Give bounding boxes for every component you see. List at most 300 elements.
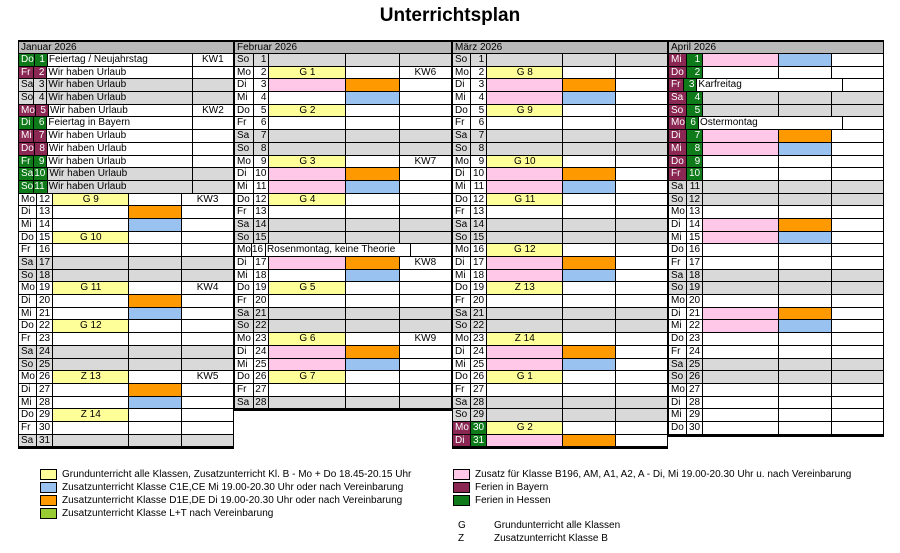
week-number-cell bbox=[831, 384, 884, 396]
weekday-cell: Mo bbox=[668, 295, 686, 307]
week-number-cell bbox=[399, 54, 452, 66]
weekday-cell: Sa bbox=[18, 346, 36, 358]
extra-slot-cell bbox=[128, 206, 181, 218]
extra-slot-cell bbox=[562, 308, 615, 320]
event-note: Wir haben Urlaub bbox=[47, 143, 192, 155]
slot-cell bbox=[702, 92, 778, 104]
slot-cell bbox=[52, 270, 128, 282]
weekday-cell: Fr bbox=[452, 206, 470, 218]
day-row bbox=[668, 244, 884, 257]
extra-slot-cell bbox=[778, 105, 831, 117]
weekday-cell: Sa bbox=[452, 219, 470, 231]
lesson-cell: G 6 bbox=[268, 333, 345, 345]
extra-slot-cell bbox=[345, 54, 398, 66]
weekday-cell: Mi bbox=[452, 359, 470, 371]
week-number-cell bbox=[181, 397, 234, 409]
extra-slot-cell bbox=[128, 435, 181, 447]
day-row bbox=[18, 397, 234, 410]
date-cell: 26 bbox=[470, 371, 486, 383]
date-cell: 25 bbox=[686, 359, 702, 371]
day-row bbox=[18, 346, 234, 359]
week-number-cell bbox=[410, 244, 452, 256]
event-note: Rosenmontag, keine Theorie bbox=[265, 244, 410, 256]
slot-cell bbox=[52, 422, 128, 434]
slot-cell bbox=[486, 143, 562, 155]
slot-cell bbox=[268, 143, 345, 155]
slot-cell bbox=[268, 219, 345, 231]
date-cell: 10 bbox=[470, 168, 486, 180]
week-number-cell bbox=[831, 308, 884, 320]
week-number-cell bbox=[615, 409, 668, 421]
extra-slot-cell bbox=[128, 384, 181, 396]
day-row bbox=[452, 359, 668, 372]
weekday-cell: Mo bbox=[234, 67, 253, 79]
date-cell: 17 bbox=[253, 257, 269, 269]
day-row bbox=[452, 79, 668, 92]
slot-cell bbox=[702, 409, 778, 421]
weekday-cell: Mi bbox=[234, 92, 253, 104]
weekday-cell: Sa bbox=[668, 181, 686, 193]
week-number-cell bbox=[831, 320, 884, 332]
weekday-cell: Fr bbox=[452, 117, 470, 129]
week-number-cell bbox=[615, 333, 668, 345]
day-row bbox=[452, 435, 668, 448]
slot-cell bbox=[486, 54, 562, 66]
date-cell: 28 bbox=[36, 397, 52, 409]
weekday-cell: Sa bbox=[18, 79, 33, 91]
weekday-cell: Mo bbox=[18, 282, 36, 294]
weekday-cell: Sa bbox=[668, 359, 686, 371]
lesson-cell: G 12 bbox=[486, 244, 562, 256]
weekday-cell: Fr bbox=[234, 384, 253, 396]
date-cell: 28 bbox=[253, 397, 269, 409]
slot-cell bbox=[702, 282, 778, 294]
week-number-cell bbox=[181, 295, 234, 307]
week-number-cell bbox=[831, 156, 884, 168]
weekday-cell: Sa bbox=[452, 397, 470, 409]
weekday-cell: Di bbox=[668, 308, 686, 320]
extra-slot-cell bbox=[562, 435, 615, 447]
date-cell: 22 bbox=[686, 320, 702, 332]
weekday-cell: So bbox=[668, 282, 686, 294]
date-cell: 25 bbox=[253, 359, 269, 371]
week-number-cell bbox=[615, 79, 668, 91]
weekday-cell: Mi bbox=[18, 130, 33, 142]
week-number-cell bbox=[615, 282, 668, 294]
date-cell: 12 bbox=[686, 194, 702, 206]
extra-slot-cell bbox=[128, 333, 181, 345]
date-cell: 5 bbox=[35, 105, 48, 117]
week-number-cell bbox=[615, 257, 668, 269]
slot-cell bbox=[486, 359, 562, 371]
week-number-cell bbox=[831, 168, 884, 180]
extra-slot-cell bbox=[345, 181, 398, 193]
day-row bbox=[234, 194, 452, 207]
weekday-cell: Di bbox=[234, 257, 253, 269]
day-row bbox=[668, 384, 884, 397]
day-row bbox=[452, 67, 668, 80]
weekday-cell: Mo bbox=[18, 371, 36, 383]
day-row bbox=[668, 143, 884, 156]
weekday-cell: Sa bbox=[18, 435, 36, 447]
date-cell: 6 bbox=[253, 117, 269, 129]
date-cell: 5 bbox=[253, 105, 269, 117]
event-note: Karfreitag bbox=[696, 79, 841, 91]
date-cell: 21 bbox=[253, 308, 269, 320]
day-row bbox=[234, 397, 452, 410]
date-cell: 3 bbox=[470, 79, 486, 91]
slot-cell bbox=[702, 219, 778, 231]
slot-cell bbox=[268, 320, 345, 332]
weekday-cell: Mi bbox=[668, 232, 686, 244]
weekday-cell: So bbox=[452, 409, 470, 421]
day-row bbox=[668, 371, 884, 384]
day-row bbox=[234, 359, 452, 372]
date-cell: 30 bbox=[470, 422, 486, 434]
week-number-cell bbox=[615, 308, 668, 320]
slot-cell bbox=[486, 435, 562, 447]
slot-cell bbox=[268, 346, 345, 358]
event-note: Wir haben Urlaub bbox=[46, 156, 191, 168]
week-number-cell bbox=[831, 244, 884, 256]
slot-cell bbox=[486, 92, 562, 104]
week-number-cell bbox=[831, 270, 884, 282]
weekday-cell: Mo bbox=[234, 244, 251, 256]
week-number-cell bbox=[831, 295, 884, 307]
day-row bbox=[668, 181, 884, 194]
date-cell: 26 bbox=[36, 371, 52, 383]
week-number-cell bbox=[615, 130, 668, 142]
date-cell: 15 bbox=[36, 232, 52, 244]
date-cell: 25 bbox=[36, 359, 52, 371]
week-number-cell bbox=[831, 143, 884, 155]
slot-cell bbox=[702, 168, 778, 180]
day-row bbox=[234, 206, 452, 219]
extra-slot-cell bbox=[128, 346, 181, 358]
weekday-cell: Do bbox=[452, 105, 470, 117]
day-row bbox=[452, 54, 668, 67]
slot-cell bbox=[486, 308, 562, 320]
day-row bbox=[452, 333, 668, 346]
lesson-cell: G 4 bbox=[268, 194, 345, 206]
extra-slot-cell bbox=[345, 143, 398, 155]
day-row bbox=[234, 181, 452, 194]
slot-cell bbox=[486, 117, 562, 129]
day-row bbox=[452, 397, 668, 410]
day-row bbox=[18, 270, 234, 283]
date-cell: 24 bbox=[253, 346, 269, 358]
extra-slot-cell bbox=[345, 130, 398, 142]
weekday-cell: Do bbox=[18, 143, 34, 155]
slot-cell bbox=[268, 257, 345, 269]
slot-cell bbox=[52, 295, 128, 307]
date-cell: 12 bbox=[253, 194, 269, 206]
date-cell: 10 bbox=[253, 168, 269, 180]
extra-slot-cell bbox=[562, 257, 615, 269]
day-row bbox=[452, 384, 668, 397]
date-cell: 30 bbox=[36, 422, 52, 434]
weekday-cell: So bbox=[234, 320, 253, 332]
weekday-cell: Fr bbox=[668, 168, 686, 180]
slot-cell bbox=[486, 168, 562, 180]
extra-slot-cell bbox=[345, 168, 398, 180]
day-row bbox=[18, 54, 234, 67]
week-number-cell bbox=[831, 409, 884, 421]
weekday-cell: So bbox=[452, 54, 470, 66]
lesson-cell: G 5 bbox=[268, 282, 345, 294]
weekday-cell: So bbox=[668, 194, 686, 206]
weekday-cell: Di bbox=[234, 346, 253, 358]
weekday-cell: Di bbox=[452, 435, 470, 447]
legend-ferien-hessen: Ferien in Hessen bbox=[475, 495, 551, 506]
week-number-cell bbox=[181, 206, 234, 218]
extra-slot-cell bbox=[128, 194, 181, 206]
weekday-cell: Mo bbox=[668, 206, 686, 218]
slot-cell bbox=[702, 130, 778, 142]
weekday-cell: Mi bbox=[668, 143, 686, 155]
weekday-cell: So bbox=[18, 181, 33, 193]
date-cell: 16 bbox=[251, 244, 264, 256]
date-cell: 21 bbox=[36, 308, 52, 320]
weekday-cell: So bbox=[18, 270, 36, 282]
day-row bbox=[452, 156, 668, 169]
lesson-cell: G 2 bbox=[486, 422, 562, 434]
day-row bbox=[18, 143, 234, 156]
legend-c1e: Zusatzunterricht Klasse C1E,CE Mi 19.00-20.30 Uhr oder nach Vereinbarung bbox=[62, 482, 404, 493]
date-cell: 28 bbox=[686, 397, 702, 409]
day-row bbox=[234, 371, 452, 384]
date-cell: 20 bbox=[253, 295, 269, 307]
event-note: Feiertag / Neujahrstag bbox=[47, 54, 192, 66]
page-title: Unterrichtsplan bbox=[379, 5, 521, 26]
date-cell: 2 bbox=[253, 67, 269, 79]
day-row bbox=[234, 156, 452, 169]
day-row bbox=[452, 219, 668, 232]
extra-slot-cell bbox=[345, 194, 398, 206]
day-row bbox=[668, 308, 884, 321]
day-row bbox=[452, 257, 668, 270]
date-cell: 21 bbox=[470, 308, 486, 320]
weekday-cell: Mo bbox=[234, 333, 253, 345]
week-number-cell bbox=[192, 168, 234, 180]
week-number-cell bbox=[615, 67, 668, 79]
weekday-cell: Fr bbox=[234, 295, 253, 307]
weekday-cell: Mi bbox=[234, 359, 253, 371]
slot-cell bbox=[268, 232, 345, 244]
date-cell: 6 bbox=[685, 117, 698, 129]
day-row bbox=[668, 333, 884, 346]
extra-slot-cell bbox=[562, 244, 615, 256]
extra-slot-cell bbox=[345, 67, 398, 79]
weekday-cell: Sa bbox=[234, 219, 253, 231]
date-cell: 8 bbox=[686, 143, 702, 155]
weekday-cell: Di bbox=[18, 206, 36, 218]
extra-slot-cell bbox=[562, 194, 615, 206]
day-row bbox=[668, 168, 884, 181]
extra-slot-cell bbox=[345, 397, 398, 409]
weekday-cell: Do bbox=[234, 105, 253, 117]
lesson-cell: G 3 bbox=[268, 156, 345, 168]
day-row bbox=[18, 117, 234, 130]
extra-slot-cell bbox=[128, 422, 181, 434]
slot-cell bbox=[268, 130, 345, 142]
slot-cell bbox=[268, 54, 345, 66]
weekday-cell: So bbox=[234, 143, 253, 155]
date-cell: 15 bbox=[686, 232, 702, 244]
date-cell: 11 bbox=[253, 181, 269, 193]
date-cell: 2 bbox=[33, 67, 46, 79]
day-row bbox=[234, 384, 452, 397]
weekday-cell: Di bbox=[234, 79, 253, 91]
weekday-cell: Fr bbox=[18, 156, 33, 168]
date-cell: 16 bbox=[36, 244, 52, 256]
week-number-cell bbox=[831, 333, 884, 345]
lesson-cell: G 8 bbox=[486, 67, 562, 79]
weekday-cell: Fr bbox=[668, 257, 686, 269]
extra-slot-cell bbox=[562, 282, 615, 294]
day-row bbox=[18, 79, 234, 92]
day-row bbox=[452, 117, 668, 130]
legend-swatch-ferien-hessen bbox=[453, 495, 470, 506]
date-cell: 7 bbox=[253, 130, 269, 142]
weekday-cell: Di bbox=[668, 130, 686, 142]
date-cell: 22 bbox=[36, 320, 52, 332]
day-row bbox=[452, 244, 668, 257]
weekday-cell: Sa bbox=[234, 397, 253, 409]
extra-slot-cell bbox=[562, 270, 615, 282]
date-cell: 17 bbox=[36, 257, 52, 269]
weekday-cell: Do bbox=[668, 156, 686, 168]
week-number-cell: KW5 bbox=[181, 371, 234, 383]
week-number-cell bbox=[615, 270, 668, 282]
date-cell: 9 bbox=[253, 156, 269, 168]
day-row bbox=[668, 105, 884, 118]
date-cell: 24 bbox=[470, 346, 486, 358]
extra-slot-cell bbox=[778, 206, 831, 218]
slot-cell bbox=[486, 320, 562, 332]
slot-cell bbox=[268, 295, 345, 307]
week-number-cell bbox=[192, 79, 234, 91]
weekday-cell: Mo bbox=[452, 244, 470, 256]
day-row bbox=[452, 270, 668, 283]
week-number-cell bbox=[192, 130, 234, 142]
day-row bbox=[18, 232, 234, 245]
day-row bbox=[668, 92, 884, 105]
legend-zusatz-b: Zusatz für Klasse B196, AM, A1, A2, A - Di, Mi 19.00-20.30 Uhr u. nach Vereinbarung bbox=[475, 469, 852, 480]
event-note: Feiertag in Bayern bbox=[46, 117, 191, 129]
slot-cell bbox=[486, 130, 562, 142]
date-cell: 28 bbox=[470, 397, 486, 409]
extra-slot-cell bbox=[128, 295, 181, 307]
date-cell: 13 bbox=[686, 206, 702, 218]
weekday-cell: Mi bbox=[668, 320, 686, 332]
date-cell: 22 bbox=[470, 320, 486, 332]
extra-slot-cell bbox=[345, 105, 398, 117]
slot-cell bbox=[268, 168, 345, 180]
date-cell: 12 bbox=[36, 194, 52, 206]
extra-slot-cell bbox=[345, 232, 398, 244]
week-number-cell: KW1 bbox=[192, 54, 234, 66]
month-header: Januar 2026 bbox=[18, 42, 234, 54]
day-row bbox=[668, 156, 884, 169]
slot-cell bbox=[702, 232, 778, 244]
day-row bbox=[234, 257, 452, 270]
week-number-cell bbox=[192, 143, 234, 155]
extra-slot-cell bbox=[778, 295, 831, 307]
extra-slot-cell bbox=[345, 346, 398, 358]
date-cell: 20 bbox=[36, 295, 52, 307]
date-cell: 19 bbox=[36, 282, 52, 294]
weekday-cell: Do bbox=[668, 67, 686, 79]
slot-cell bbox=[52, 308, 128, 320]
extra-slot-cell bbox=[778, 320, 831, 332]
date-cell: 29 bbox=[470, 409, 486, 421]
date-cell: 27 bbox=[470, 384, 486, 396]
extra-slot-cell bbox=[345, 308, 398, 320]
week-number-cell bbox=[181, 409, 234, 421]
legend-swatch-d1e bbox=[40, 495, 57, 506]
slot-cell bbox=[52, 359, 128, 371]
weekday-cell: Di bbox=[234, 168, 253, 180]
week-number-cell bbox=[615, 194, 668, 206]
date-cell: 12 bbox=[470, 194, 486, 206]
week-number-cell bbox=[615, 156, 668, 168]
weekday-cell: Fr bbox=[668, 79, 683, 91]
slot-cell bbox=[268, 308, 345, 320]
slot-cell bbox=[268, 92, 345, 104]
slot-cell bbox=[702, 295, 778, 307]
week-number-cell: KW9 bbox=[399, 333, 452, 345]
slot-cell bbox=[702, 156, 778, 168]
date-cell: 19 bbox=[470, 282, 486, 294]
date-cell: 9 bbox=[686, 156, 702, 168]
slot-cell bbox=[268, 359, 345, 371]
weekday-cell: Mi bbox=[452, 270, 470, 282]
extra-slot-cell bbox=[778, 143, 831, 155]
extra-slot-cell bbox=[345, 333, 398, 345]
weekday-cell: Do bbox=[452, 371, 470, 383]
weekday-cell: Mi bbox=[234, 181, 253, 193]
weekday-cell: Di bbox=[452, 168, 470, 180]
date-cell: 7 bbox=[33, 130, 46, 142]
extra-slot-cell bbox=[128, 371, 181, 383]
week-number-cell bbox=[842, 117, 884, 129]
week-number-cell bbox=[399, 397, 452, 409]
lesson-cell: Z 14 bbox=[486, 333, 562, 345]
month-header: April 2026 bbox=[668, 42, 884, 54]
date-cell: 31 bbox=[36, 435, 52, 447]
slot-cell bbox=[52, 206, 128, 218]
slot-cell bbox=[52, 219, 128, 231]
extra-slot-cell bbox=[562, 206, 615, 218]
day-row bbox=[452, 409, 668, 422]
weekday-cell: Di bbox=[18, 295, 36, 307]
weekday-cell: Do bbox=[452, 282, 470, 294]
extra-slot-cell bbox=[562, 92, 615, 104]
date-cell: 18 bbox=[253, 270, 269, 282]
week-number-cell bbox=[831, 422, 884, 434]
day-row bbox=[668, 409, 884, 422]
weekday-cell: Sa bbox=[234, 308, 253, 320]
week-number-cell bbox=[615, 435, 668, 447]
week-number-cell bbox=[181, 435, 234, 447]
date-cell: 4 bbox=[33, 92, 46, 104]
date-cell: 16 bbox=[686, 244, 702, 256]
week-number-cell bbox=[831, 206, 884, 218]
slot-cell bbox=[486, 181, 562, 193]
week-number-cell bbox=[831, 67, 884, 79]
week-number-cell bbox=[399, 92, 452, 104]
